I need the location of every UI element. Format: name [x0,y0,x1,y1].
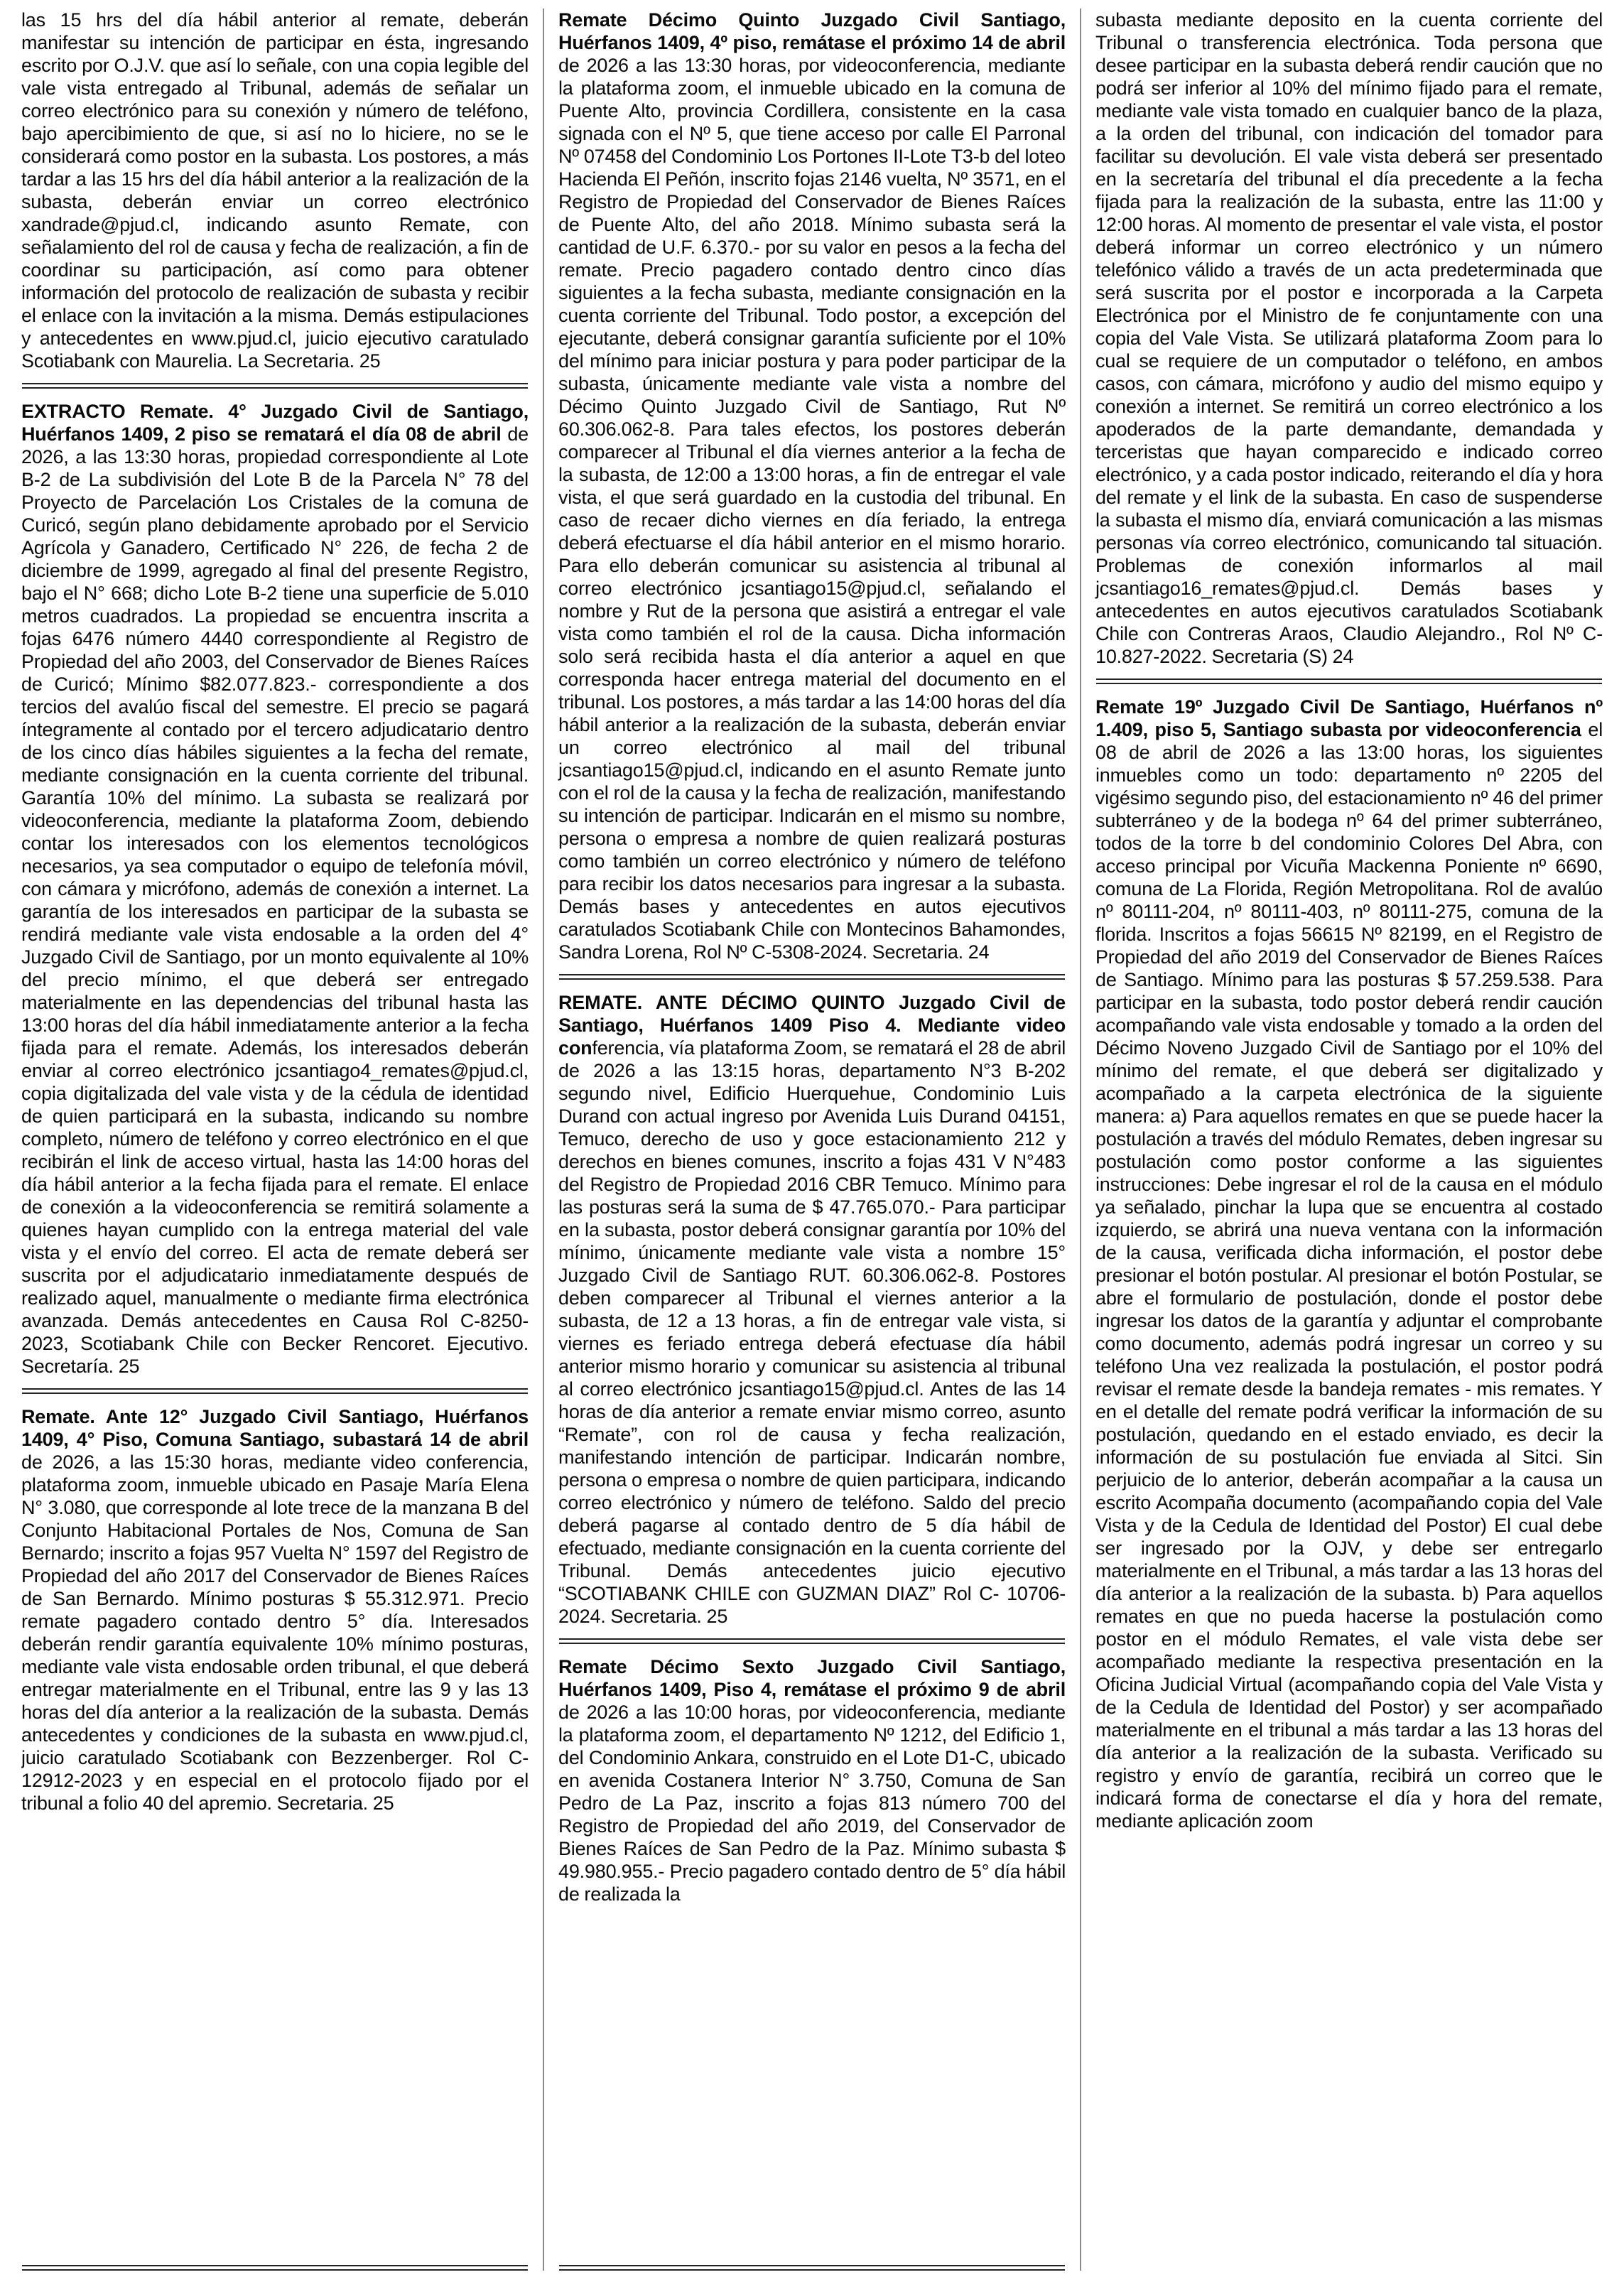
notice-extracto-4-juzgado-curico [21,400,529,1378]
notice-body: subasta mediante deposito en la cuenta corriente del Tribunal o transferencia electrónica. Toda persona que desee participar en la subasta deberá rendir caución que no podrá ser inferior al 10% del mínimo fijado para el remate, mediante vale vista tomado en cualquier banco de la plaza, a la orden del tribunal, con indicación del tomador para facilitar su devolución. El vale vista deberá ser presentado en la secretaría del tribunal el día precedente a la fecha fijada para la realización de la subasta, entre las 11:00 y 12:00 horas. Al momento de presentar el vale vista, el postor deberá informar un correo electrónico y un número telefónico válido a través de un acta predeterminada que será suscrita por el postor e incorporada a la Carpeta Electrónica por el Ministro de fe conjuntamente con una copia del Vale Vista. Se utilizará plataforma Zoom para lo cual se requiere de un computador o teléfono, en ambos casos, con cámara, micrófono y audio del mismo equipo y conexión a internet. Se remitirá un correo electrónico a los apoderados de la parte demandante, demandada y terceristas que hayan comparecido e indicado correo electrónico, y a cada postor indicado, reiterando el día y hora del remate y el link de la subasta. En caso de suspenderse la subasta el mismo día, enviará comunicación a las mismas personas vía correo electrónico, comunicando tal situación. Problemas de conexión informarlos al mail jcsantiago16_remates@pjud.cl. Demás bases y antecedentes en autos ejecutivos caratulados Scotiabank Chile con Contreras Araos, Claudio Alejandro., Rol Nº C-10.827-2022. Secretaria (S) 24 [1095,9,1603,667]
column-2 [544,9,1080,2271]
notice-divider [1096,678,1602,684]
notice-16-juzgado-san-pedro [558,1655,1066,1905]
column-bottom-rule [559,2265,1065,2271]
notice-heading: Remate Décimo Sexto Juzgado Civil Santiago, Huérfanos 1409, Piso 4, remátase el próximo 9 de abril [558,1656,1066,1700]
notice-divider [22,1388,528,1394]
notice-body: el 08 de abril de 2026 a las 13:00 horas, los siguientes inmuebles como un todo: departamento nº 2205 del vigésimo segundo piso, del estacionamiento nº 46 del primer subterráneo y de la bodega nº 64 del primer subterráneo, todos de la torre b del condominio Colores Del Abra, con acceso principal por Vicuña Mackenna Poniente nº 6690, comuna de La Florida, Región Metropolitana. Rol de avalúo nº 80111-204, nº 80111-403, nº 80111-275, comuna de la florida. Inscritos a fojas 56615 Nº 82199, en el Registro de Propiedad del año 2019 del Conservador de Bienes Raíces de Santiago. Mínimo para las posturas $ 57.259.538. Para participar en la subasta, todo postor deberá rendir caución acompañando vale vista endosable y tomado a la orden del Décimo Noveno Juzgado Civil de Santiago por el 10% del mínimo del remate, el que deberá ser digitalizado y acompañado a la carpeta electrónica de la siguiente manera: a) Para aquellos remates en que se puede hacer la postulación a través del módulo Remates, deben ingresar su postulación como postor conforme a las siguientes instrucciones: Debe ingresar el rol de la causa en el módulo ya señalado, pinchar la lupa que se encuentra al costado izquierdo, se abrirá una nueva ventana con la información de la causa, verificada dicha información, el postor debe presionar el botón postular. Al presionar el botón Postular, se abre el formulario de postulación, donde el postor debe ingresar los datos de la garantía y adjuntar el comprobante como documento, además podrá ingresar un correo y su teléfono Una vez realizada la postulación, el postor podrá revisar el remate desde la bandeja remates - mis remates. Y en el detalle del remate podrá verificar la información de su postulación, quedando en el estado enviado, es decir la información de su postulación fue enviada al Sitci. Sin perjuicio de lo anterior, deberán acompañar a la causa un escrito Acompaña documento (acompañando copia del Vale Vista y de la Cedula de Identidad del Postor) El cual debe ser ingresado por la OJV, y debe ser entregarlo materialmente en el Tribunal, a más tardar a las 13 horas del día anterior a la realización de la subasta. b) Para aquellos remates en que no pueda hacerse la postulación como postor en el módulo Remates, el vale vista debe ser acompañado mediante la respectiva presentación en la Oficina Judicial Virtual (acompañando copia del Vale Vista y de la Cedula de Identidad del Postor) y ser acompañado materialmente en el tribunal a más tardar a las 13 horas del día anterior a la realización de la subasta. Verificado su registro y envío de garantía, recibirá un correo que le indicará forma de conectarse el día y hora del remate, mediante aplicación zoom [1095,719,1603,1832]
column-bottom-rule [22,2265,528,2271]
notice-heading: Remate Décimo Quinto Juzgado Civil Santiago, Huérfanos 1409, 4º piso, remátase el próximo 14 de abril [558,9,1066,53]
notice-heading: Remate. Ante 12° Juzgado Civil Santiago, Huérfanos 1409, 4° Piso, Comuna Santiago, subastará 14 de abril [21,1406,529,1450]
notice-heading: EXTRACTO Remate. 4° Juzgado Civil de Santiago, Huérfanos 1409, 2 piso se rematará el día 08 de abril [21,401,529,445]
notice-19-juzgado-la-florida [1095,696,1603,1832]
column-3 [1081,9,1603,2271]
notice-divider [559,1638,1065,1644]
notice-15-juzgado-puente-alto [558,9,1066,963]
notice-body: de 2026 a las 13:30 horas, por videoconferencia, mediante la plataforma zoom, el inmueble ubicado en la comuna de Puente Alto, provincia Cordillera, consistente en la casa signada con el Nº 5, que tiene acceso por calle El Parronal Nº 07458 del Condominio Los Portones II-Lote T3-b del loteo Hacienda El Peñón, inscrito fojas 2146 vuelta, Nº 3571, en el Registro de Propiedad del Conservador de Bienes Raíces de Puente Alto, del año 2018. Mínimo subasta será la cantidad de U.F. 6.370.- por su valor en pesos a la fecha del remate. Precio pagadero contado dentro cinco días siguientes a la fecha subasta, mediante consignación en la cuenta corriente del Tribunal. Todo postor, a excepción del ejecutante, deberá consignar garantía suficiente por el 10% del mínimo para iniciar postura y para poder participar de la subasta, únicamente mediante vale vista a nombre del Décimo Quinto Juzgado Civil de Santiago, Rut Nº 60.306.062-8. Para tales efectos, los postores deberán comparecer al Tribunal el día viernes anterior a la fecha de la subasta, de 12:00 a 13:00 horas, a fin de entregar el vale vista, el que será guardado en la custodia del tribunal. En caso de recaer dicho viernes en día feriado, la entrega deberá efectuarse el día hábil anterior en el mismo horario. Para ello deberán comunicar su asistencia al tribunal al correo electrónico jcsantiago15@pjud.cl, señalando el nombre y Rut de la persona que asistirá a entregar el vale vista como también el rol de la causa. Dicha información solo será recibida hasta el día anterior a aquel en que corresponda hacer entrega material del documento en el tribunal. Los postores, a más tardar a las 14:00 horas del día hábil anterior a la realización de la subasta, deberán enviar un correo electrónico al mail del tribunal jcsantiago15@pjud.cl, indicando en el asunto Remate junto con el rol de la causa y la fecha de realización, manifestando su intención de participar. Indicarán en el mismo su nombre, persona o empresa a nombre de quien realizará posturas como también un correo electrónico y número de teléfono para recibir los datos necesarios para ingresar a la subasta. Demás bases y antecedentes en autos ejecutivos caratulados Scotiabank Chile con Montecinos Bahamondes, Sandra Lorena, Rol Nº C-5308-2024. Secretaria. 24 [558,55,1066,963]
notice-heading: Remate 19º Juzgado Civil De Santiago, Huérfanos nº 1.409, piso 5, Santiago subasta por videoconferencia [1095,696,1603,740]
notice-body: las 15 hrs del día hábil anterior al remate, deberán manifestar su intención de participar en ésta, ingresando escrito por O.J.V. que así lo señale, con una copia legible del vale vista entregado al Tribunal, además de señalar un correo electrónico para su conexión y número de teléfono, bajo apercibimiento de que, si así no lo hiciere, no se le considerará como postor en la subasta. Los postores, a más tardar a las 15 hrs del día hábil anterior a la realización de la subasta, deberán enviar un correo electrónico xandrade@pjud.cl, indicando asunto Remate, con señalamiento del rol de causa y fecha de realización, a fin de coordinar su participación, así como para obtener información del protocolo de realización de subasta y recibir el enlace con la invitación a la misma. Demás estipulaciones y antecedentes en www.pjud.cl, juicio ejecutivo caratulado Scotiabank con Maurelia. La Secretaria. 25 [21,9,529,372]
column-1 [21,9,543,2271]
notice-16-juzgado-continuation [1095,9,1603,668]
notice-body: de 2026 a las 10:00 horas, por videoconferencia, mediante la plataforma zoom, el departamento Nº 1212, del Edificio 1, del Condominio Ankara, construido en el Lote D1-C, ubicado en avenida Costanera Interior N° 3.750, Comuna de San Pedro de La Paz, inscrito a fojas 813 número 700 del Registro de Propiedad del año 2019, del Conservador de Bienes Raíces de San Pedro de la Paz. Mínimo subasta $ 49.980.955.- Precio pagadero contado dentro de 5° día hábil de realizada la [558,1702,1066,1905]
notice-divider [22,383,528,389]
notice-12-juzgado-san-bernardo [21,1405,529,1815]
notice-scotiabank-maurelia-continuation [21,9,529,372]
notice-body: ferencia, vía plataforma Zoom, se rematará el 28 de abril de 2026 a las 13:15 horas, departamento N°3 B-202 segundo nivel, Edificio Huerquehue, Condominio Luis Durand con actual ingreso por Avenida Luis Durand 04151, Temuco, derecho de uso y goce estacionamiento 212 y derechos en bienes comunes, inscrito a fojas 431 V N°483 del Registro de Propiedad 2016 CBR Temuco. Mínimo para las posturas será la suma de $ 47.765.070.- Para participar en la subasta, postor deberá consignar garantía por 10% del mínimo, únicamente mediante vale vista a nombre 15° Juzgado Civil de Santiago RUT. 60.306.062-8. Postores deben comparecer al Tribunal el viernes anterior a la subasta, de 12 a 13 horas, a fin de entregar vale vista, si viernes es feriado entrega deberá efectuase día hábil anterior mismo horario y comunicar su asistencia al tribunal al correo electrónico jcsantiago15@pjud.cl. Antes de las 14 horas de día anterior a remate enviar mismo correo, asunto “Remate”, con rol de causa y fecha realización, manifestando intención de participar. Indicarán nombre, persona o empresa o nombre de quien participara, indicando correo electrónico y número de teléfono. Saldo del precio deberá pagarse al contado dentro de 5 día hábil de efectuado, mediante consignación en la cuenta corriente del Tribunal. Demás antecedentes juicio ejecutivo “SCOTIABANK CHILE con GUZMAN DIAZ” Rol C- 10706-2024. Secretaria. 25 [558,1037,1066,1627]
notice-divider [559,974,1065,980]
notice-heading: REMATE. ANTE DÉCIMO QUINTO Juzgado Civil de Santiago, Huérfanos 1409 Piso 4. Mediante video con [558,992,1066,1059]
notice-body: de 2026, a las 13:30 horas, propiedad correspondiente al Lote B-2 de La subdivisión del Lote B de la Parcela N° 78 del Proyecto de Parcelación Los Cristales de la comuna de Curicó, según plano debidamente aprobado por el Servicio Agrícola y Ganadero, Certificado N° 226, de fecha 2 de diciembre de 1999, agregado al final del presente Registro, bajo el N° 668; dicho Lote B-2 tiene una superficie de 5.010 metros cuadrados. La propiedad se encuentra inscrita a fojas 6476 número 4440 correspondiente al Registro de Propiedad del año 2003, del Conservador de Bienes Raíces de Curicó; Mínimo $82.077.823.- correspondiente a dos tercios del avalúo fiscal del semestre. El precio se pagará íntegramente al contado por el tercero adjudicatario dentro de los cinco días hábiles siguientes a la fecha del remate, mediante consignación en la cuenta corriente del tribunal. Garantía 10% del mínimo. La subasta se realizará por videoconferencia, mediante la plataforma Zoom, debiendo contar los interesados con los elementos tecnológicos necesarios, ya sea computador o equipo de telefonía móvil, con cámara y micrófono, además de conexión a internet. La garantía de los interesados en participar de la subasta se rendirá mediante vale vista endosable a la orden del 4° Juzgado Civil de Santiago, por un monto equivalente al 10% del precio mínimo, el que deberá ser entregado materialmente en las dependencias del tribunal hasta las 13:00 horas del día hábil inmediatamente anterior a la fecha fijada para el remate. Además, los interesados deberán enviar al correo electrónico jcsantiago4_remates@pjud.cl, copia digitalizada del vale vista y de la cédula de identidad de quien participará en la subasta, indicando su nombre completo, número de teléfono y correo electrónico en el que recibirán el link de acceso virtual, hasta las 14:00 horas del día hábil anterior a la fecha fijada para el remate. El enlace de conexión a la videoconferencia se remitirá solamente a quienes hayan cumplido con la entrega material del vale vista y el envío del correo. El acta de remate deberá ser suscrita por el adjudicatario inmediatamente después de realizado aquel, manualmente o mediante firma electrónica avanzada. Demás antecedentes en Causa Rol C-8250-2023, Scotiabank Chile con Becker Rencoret. Ejecutivo. Secretaría. 25 [21,423,529,1377]
notice-15-juzgado-temuco [558,991,1066,1628]
notice-body: de 2026, a las 15:30 horas, mediante video conferencia, plataforma zoom, inmueble ubicado en Pasaje María Elena N° 3.080, que corresponde al lote trece de la manzana B del Conjunto Habitacional Portales de Nos, Comuna de San Bernardo; inscrito a fojas 957 Vuelta N° 1597 del Registro de Propiedad del año 2017 del Conservador de Bienes Raíces de San Bernardo. Mínimo posturas $ 55.312.971. Precio remate pagadero contado dentro 5° día. Interesados deberán rendir garantía equivalente 10% mínimo posturas, mediante vale vista endosable orden tribunal, el que deberá entregar materialmente en el Tribunal, entre las 9 y las 13 horas del día anterior a la realización de la subasta. Demás antecedentes y condiciones de la subasta en www.pjud.cl, juicio caratulado Scotiabank con Bezzenberger. Rol C-12912-2023 y en especial en el protocolo fijado por el tribunal a folio 40 del apremio. Secretaria. 25 [21,1451,529,1814]
